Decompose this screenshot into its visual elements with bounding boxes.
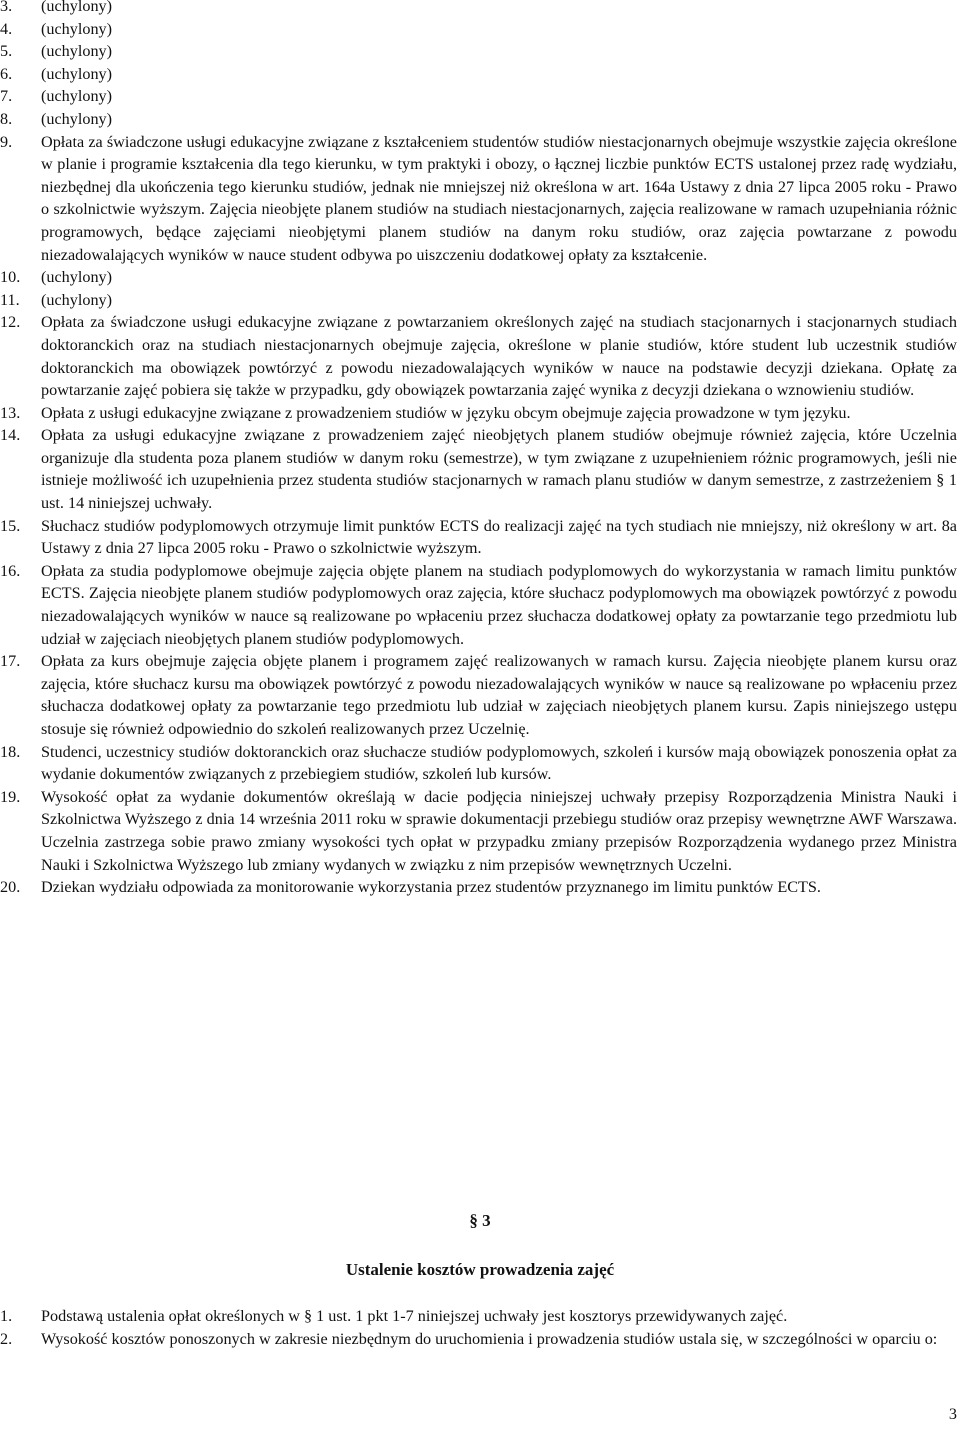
item-text: Opłata z usługi edukacyjne związane z prowadzeniem studiów w języku obcym obejmuje zajęcia prowadzone w tym języku. [41,403,851,422]
item-text: Wysokość kosztów ponoszonych w zakresie niezbędnym do uruchomienia i prowadzenia studiów ustala się, w szczególności w oparciu o: [41,1329,938,1348]
item-number: 16. [0,561,21,580]
item-text: Opłata za usługi edukacyjne związane z prowadzeniem zajęć nieobjętych planem studiów obejmuje również zajęcia, które Uczelnia organizuje dla studenta poza planem studiów w danym roku (semestrze), w tym związane z uzupełnieniem różnic programowych, jeśli nie istnieje możliwość ich uzupełnienia przez studenta studiów stacjonarnych w ramach planu studiów w danym semestrze, z zastrzeżeniem § 1 ust. 14 niniejszej uchwały. [41,426,957,513]
item-number: 9. [0,132,13,151]
list-item [0,560,960,650]
item-text: Opłata za świadczone usługi edukacyjne związane z kształceniem studentów studiów niestacjonarnych obejmuje wszystkie zajęcia określone w planie i programie kształcenia dla tego kierunku, w tym praktyki i obozy, o łącznej liczbie punktów ECTS ustalonej przez radę wydziału, niezbędnej dla ukończenia tego kierunku studiów, jednak nie mniejszej niż określona w art. 164a Ustawy z dnia 27 lipca 2005 roku - Prawo o szkolnictwie wyższym. Zajęcia nieobjęte planem studiów na studiach niestacjonarnych, zajęcia realizowane w ramach uzupełniania różnic programowych, będące zajęciami nieobjętymi planem studiów na danym roku studiów, oraz zajęcia powtarzane z powodu niezadowalających wyników w nauce student odbywa po uiszczeniu dodatkowej opłaty za kształcenie. [41,132,957,264]
item-text: Studenci, uczestnicy studiów doktoranckich oraz słuchacze studiów podyplomowych, szkoleń i kursów mają obowiązek ponoszenia opłat za wydanie dokumentów związanych z przebiegiem studiów, szkoleń lub kursów. [41,742,957,784]
list-item [0,0,960,18]
item-number: 4. [0,19,13,38]
item-text: (uchylony) [41,0,113,15]
item-number: 11. [0,290,20,309]
item-number: 7. [0,87,13,106]
item-text: Podstawą ustalenia opłat określonych w § 1 ust. 1 pkt 1-7 niniejszej uchwały jest kosztorys przewidywanych zajęć. [41,1307,788,1325]
list-item [0,1328,960,1351]
item-number: 8. [0,109,13,128]
item-text: (uchylony) [41,268,113,287]
list-item [0,1305,960,1328]
list-item [0,741,960,786]
list-item [0,85,960,108]
item-number: 10. [0,268,21,287]
item-number: 14. [0,426,21,445]
item-text: Opłata za świadczone usługi edukacyjne związane z powtarzaniem określonych zajęć na studiach stacjonarnych i stacjonarnych studiach doktoranckich oraz na studiach niestacjonarnych obejmuje zajęcia, określone w planie studiów, które student lub uczestnik studiów doktoranckich ma obowiązek powtórzyć z powodu niezadowalających wyników w nauce na podstawie decyzji dziekana. Opłatę za powtarzanie zajęć pobiera się także w przypadku, gdy obowiązek powtarzania zajęć wynika z decyzji dziekana o wznowieniu studiów. [41,313,957,400]
item-text: Słuchacz studiów podyplomowych otrzymuje limit punktów ECTS do realizacji zajęć na tych studiach nie mniejszy, niż określony w art. 8a Ustawy z dnia 27 lipca 2005 roku - Prawo o szkolnictwie wyższym. [41,516,957,558]
list-item [0,108,960,131]
item-number: 12. [0,313,21,332]
item-number: 20. [0,878,21,897]
section-title: Ustalenie kosztów prowadzenia zajęć [345,1260,615,1279]
item-number: 15. [0,516,21,535]
item-text: Dziekan wydziału odpowiada za monitorowanie wykorzystania przez studentów przyznanego im limitu punktów ECTS. [41,878,821,897]
item-text: (uchylony) [41,87,113,106]
item-number: 3. [0,0,13,15]
costs-points-list [0,1305,960,1350]
item-text: Opłata za studia podyplomowe obejmuje zajęcia objęte planem na studiach podyplomowych do wykorzystania w ramach limitu punktów ECTS. Zajęcia nieobjęte planem studiów podyplomowych oraz zajęcia, które słuchacz podyplomowych ma obowiązek powtórzyć z powodu niezadowalających wyników w nauce są realizowane po wpłaceniu przez słuchacza dodatkowej opłaty za powtarzanie tego przedmiotu lub udział w zajęciach nieobjętych planem studiów podyplomowych. [41,561,957,648]
item-text: Opłata za kurs obejmuje zajęcia objęte planem i programem zajęć realizowanych w ramach kursu. Zajęcia nieobjęte planem kursu oraz zajęcia, które słuchacz kursu ma obowiązek powtórzyć z powodu niezadowalających wyników w nauce są realizowane po wpłaceniu przez słuchacza dodatkowej opłaty za powtarzanie tego przedmiotu lub udział w zajęciach nieobjętych planem kursu. Zapis niniejszego ustępu stosuje się również odpowiednio do szkoleń realizowanych przez Uczelnię. [41,652,957,738]
list-item [0,424,960,514]
list-item [0,650,960,740]
list-item [0,40,960,63]
list-item [0,786,960,876]
item-number: 2. [0,1329,13,1348]
list-item [0,311,960,401]
item-number: 1. [0,1307,13,1325]
list-item [0,266,960,289]
item-text: (uchylony) [41,64,113,83]
item-text: (uchylony) [41,19,113,38]
list-item [0,289,960,312]
item-text: (uchylony) [41,109,113,128]
item-number: 6. [0,64,13,83]
item-number: 19. [0,787,21,806]
page-number: 3 [948,1405,957,1423]
section-mark: § 3 [469,1211,491,1230]
item-text: Wysokość opłat za wydanie dokumentów określają w dacie podjęcia niniejszej uchwały przepisy Rozporządzenia Ministra Nauki i Szkolnictwa Wyższego z dnia 14 września 2011 roku w sprawie dokumentacji przebiegu studiów oraz przepisy wewnętrzne AWF Warszawa. Uczelnia zastrzega sobie prawo zmiany wysokości tych opłat w przypadku zmiany przepisów Rozporządzenia wydanego przez Ministra Nauki i Szkolnictwa Wyższego lub zmiany wydanych w związku z nim przepisów wewnętrznych Uczelni. [41,787,957,874]
item-number: 5. [0,42,13,61]
item-text: (uchylony) [41,290,113,309]
item-text: (uchylony) [41,42,113,61]
item-number: 18. [0,742,21,761]
list-item [0,18,960,41]
list-item [0,402,960,425]
item-number: 13. [0,403,21,422]
list-item [0,63,960,86]
list-item [0,876,960,899]
item-number: 17. [0,652,21,671]
list-item [0,131,960,267]
list-item [0,515,960,560]
